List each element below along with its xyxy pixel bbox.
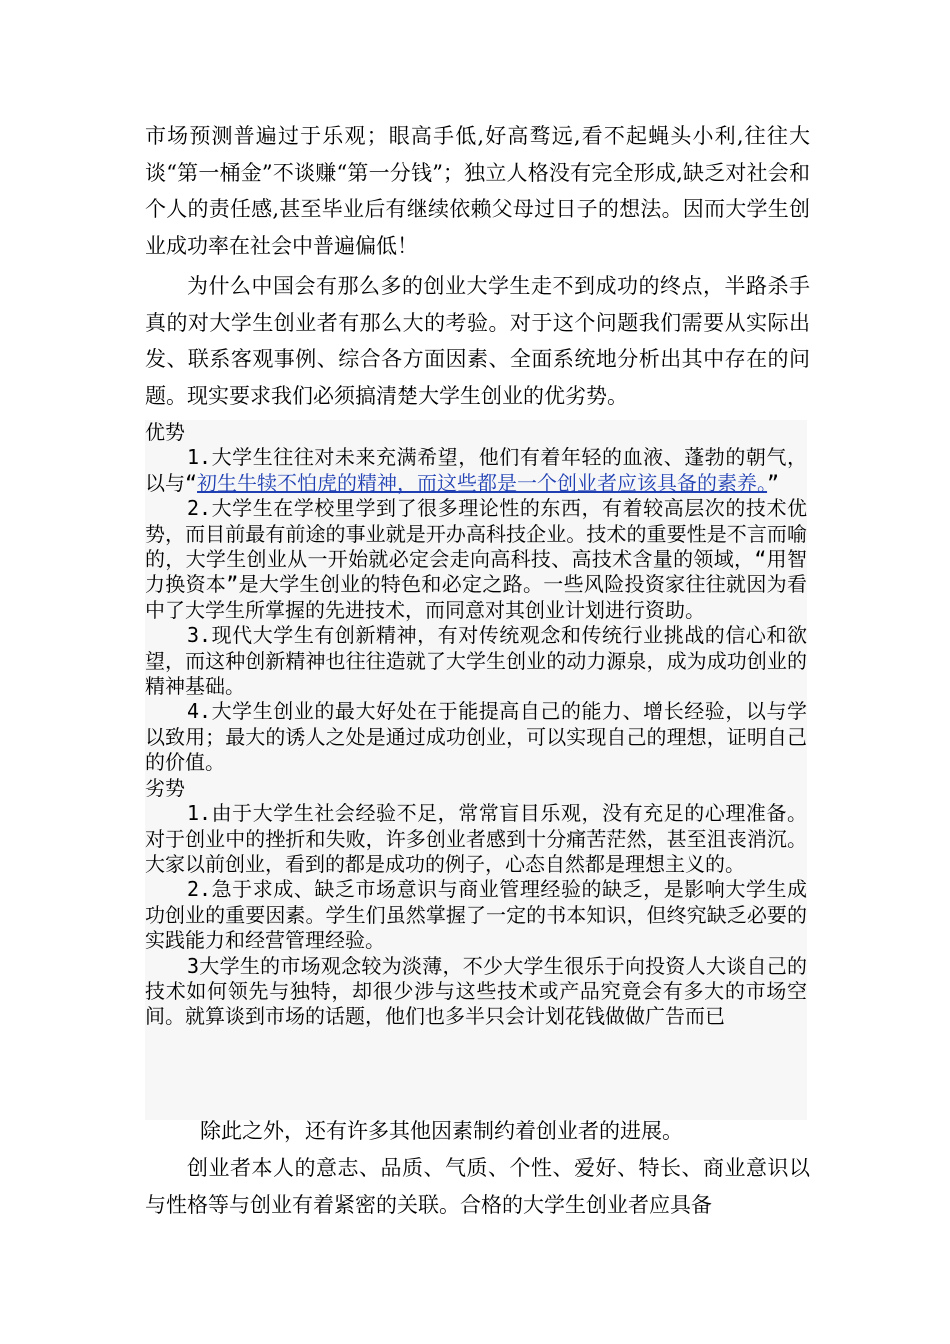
advantage-item-1-text: 1.大学生往往对未来充满希望，他们有着年轻的血液、蓬勃的朝气，以与“ bbox=[145, 445, 807, 495]
advantage-item-1-link[interactable]: 初生牛犊不怕虎的精神，而这些都是一个创业者应该具备的素养。 bbox=[197, 470, 768, 495]
paragraph-low-success-rate: 市场预测普遍过于乐观；眼高手低,好高骛远,看不起蝇头小利,往往大谈“第一桶金”不谈赚“第一分钱”；独立人格没有完全形成,缺乏对社会和个人的责任感,甚至毕业后有继续依赖父母过日子的想法。因而大学生创业成功率在社会中普遍偏低！ bbox=[145, 124, 810, 258]
advantages-heading: 优势 bbox=[145, 420, 185, 444]
advantage-item-3: 3.现代大学生有创新精神，有对传统观念和传统行业挑战的信心和欲望，而这种创新精神也往往造就了大学生创业的动力源泉，成为成功创业的精神基础。 bbox=[145, 623, 807, 699]
other-factors-line: 除此之外，还有许多其他因素制约着创业者的进展。 bbox=[200, 1119, 683, 1143]
disadvantage-item-3: 3大学生的市场观念较为淡薄，不少大学生很乐于向投资人大谈自己的技术如何领先与独特，却很少涉与这些技术或产品究竟会有多大的市场空间。就算谈到市场的话题，他们也多半只会计划花钱做做广告而已 bbox=[145, 953, 807, 1029]
advantage-item-1 bbox=[145, 445, 807, 496]
disadvantage-item-2: 2.急于求成、缺乏市场意识与商业管理经验的缺乏，是影响大学生成功创业的重要因素。学生们虽然掌握了一定的书本知识，但终究缺乏必要的实践能力和经营管理经验。 bbox=[145, 877, 807, 953]
paragraph-why-fail: 为什么中国会有那么多的创业大学生走不到成功的终点，半路杀手真的对大学生创业者有那么大的考验。对于这个问题我们需要从实际出发、联系客观事例、综合各方面因素、全面系统地分析出其中存在的问题。现实要求我们必须搞清楚大学生创业的优劣势。 bbox=[145, 274, 810, 408]
paragraph-entrepreneur-qualities: 创业者本人的意志、品质、气质、个性、爱好、特长、商业意识以与性格等与创业有着紧密的关联。合格的大学生创业者应具备 bbox=[145, 1156, 810, 1217]
advantage-item-2: 2.大学生在学校里学到了很多理论性的东西，有着较高层次的技术优势，而目前最有前途的事业就是开办高科技企业。技术的重要性是不言而喻的，大学生创业从一开始就必定会走向高科技、高技术含量的领域，“用智力换资本”是大学生创业的特色和必定之路。一些风险投资家往往就因为看中了大学生所掌握的先进技术，而同意对其创业计划进行资助。 bbox=[145, 496, 807, 622]
disadvantage-item-1: 1.由于大学生社会经验不足，常常盲目乐观，没有充足的心理准备。对于创业中的挫折和失败，许多创业者感到十分痛苦茫然，甚至沮丧消沉。大家以前创业，看到的都是成功的例子，心态自然都是理想主义的。 bbox=[145, 801, 807, 876]
advantage-item-1-close-quote: ” bbox=[767, 470, 780, 495]
pros-cons-section bbox=[145, 420, 807, 1120]
advantage-item-4: 4.大学生创业的最大好处在于能提高自己的能力、增长经验，以与学以致用；最大的诱人之处是通过成功创业，可以实现自己的理想，证明自己的价值。 bbox=[145, 699, 807, 775]
disadvantages-heading: 劣势 bbox=[145, 775, 185, 800]
